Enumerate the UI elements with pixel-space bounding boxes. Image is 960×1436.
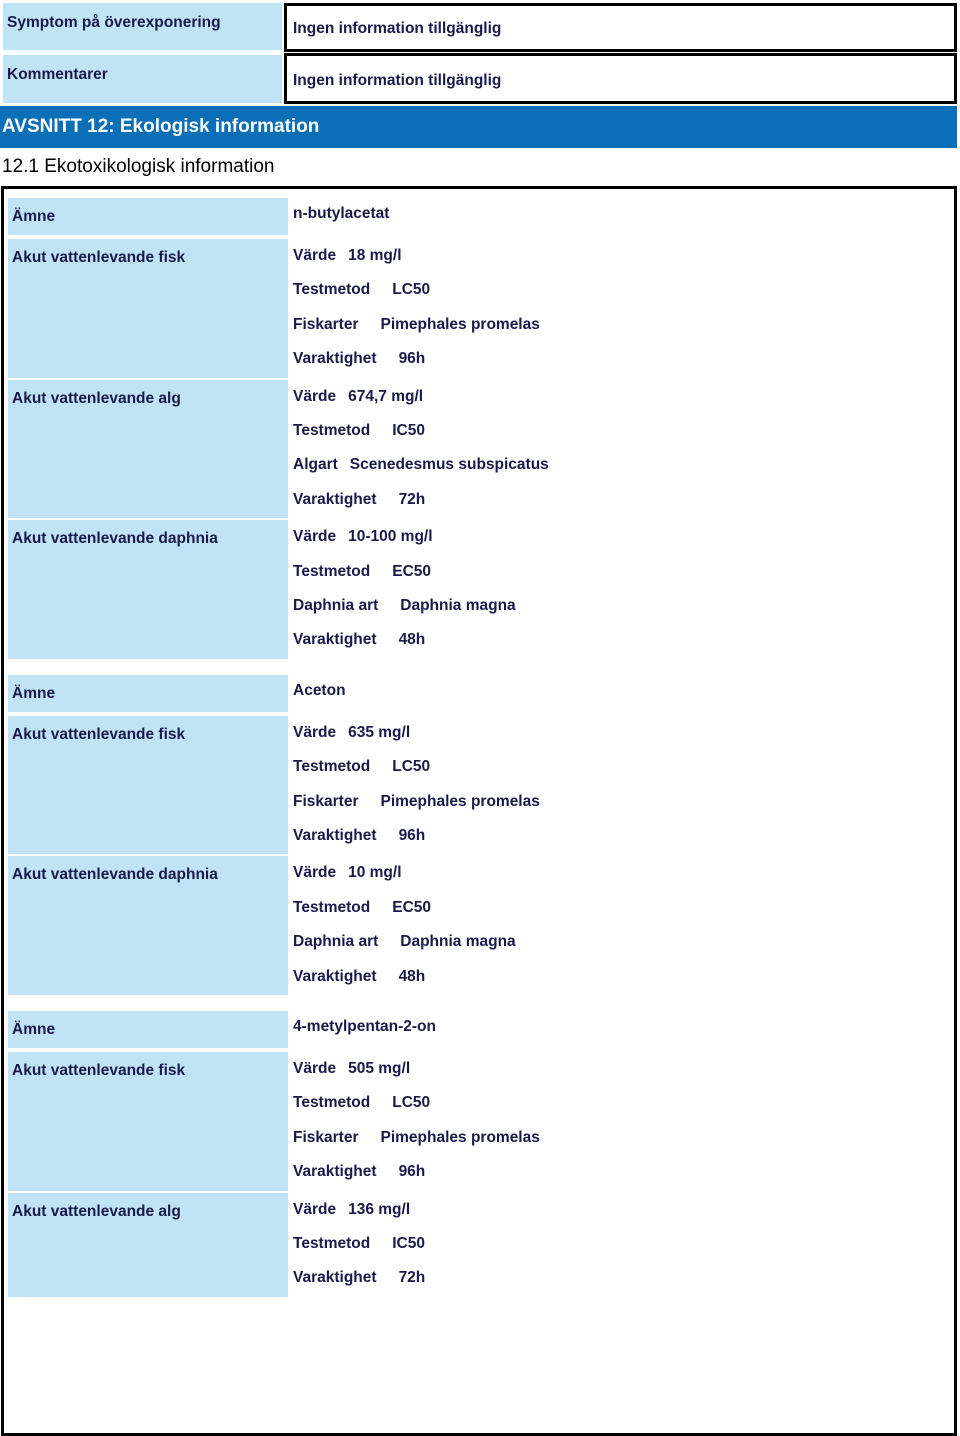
substance-name: 4-metylpentan-2-on	[293, 1018, 436, 1035]
detail-key: Varaktighet	[293, 631, 377, 649]
test-detail-line	[293, 631, 425, 649]
test-label: Akut vattenlevande daphnia	[8, 520, 288, 659]
section-header: AVSNITT 12: Ekologisk information	[0, 106, 957, 148]
test-label: Akut vattenlevande fisk	[8, 239, 288, 378]
detail-key: Algart	[293, 456, 338, 474]
test-label: Akut vattenlevande alg	[8, 380, 288, 519]
detail-value: 96h	[398, 1163, 426, 1181]
detail-value: LC50	[392, 1094, 431, 1112]
test-detail-line	[293, 528, 433, 546]
test-detail-line	[293, 456, 549, 474]
symptom-label: Symptom på överexponering	[3, 3, 282, 50]
test-detail-line	[293, 758, 430, 776]
detail-key: Varaktighet	[293, 350, 377, 368]
test-label: Akut vattenlevande fisk	[8, 1052, 288, 1191]
test-label: Akut vattenlevande fisk	[8, 716, 288, 855]
test-detail-line	[293, 563, 431, 581]
test-detail-line	[293, 350, 425, 368]
detail-value: 18 mg/l	[348, 247, 402, 264]
test-detail-line	[293, 247, 402, 265]
test-detail-line	[293, 793, 540, 811]
detail-value: 48h	[398, 631, 426, 649]
test-detail-line	[293, 827, 425, 845]
detail-value: 96h	[398, 350, 426, 368]
detail-key: Fiskarter	[293, 1128, 359, 1146]
test-detail-line	[293, 281, 430, 299]
test-detail-line	[293, 1060, 410, 1078]
detail-key: Testmetod	[293, 281, 371, 299]
detail-value: EC50	[392, 562, 432, 580]
detail-value: 674,7 mg/l	[348, 387, 424, 405]
detail-key: Daphnia art	[293, 597, 379, 614]
detail-key: Värde	[293, 387, 337, 405]
detail-value: Daphnia magna	[400, 933, 516, 951]
detail-key: Varaktighet	[293, 490, 377, 508]
detail-value: Pimephales promelas	[380, 1128, 540, 1146]
detail-value: 635 mg/l	[348, 723, 411, 741]
detail-key: Testmetod	[293, 1094, 371, 1112]
test-detail-line	[293, 864, 402, 882]
detail-key: Testmetod	[293, 1235, 371, 1252]
detail-value: 48h	[398, 967, 426, 985]
detail-key: Testmetod	[293, 758, 371, 776]
detail-value: EC50	[392, 898, 432, 916]
detail-value: 10-100 mg/l	[348, 528, 433, 546]
test-detail-line	[293, 491, 425, 509]
detail-value: 96h	[398, 827, 426, 844]
detail-value: LC50	[392, 281, 431, 299]
test-detail-line	[293, 1094, 430, 1112]
test-detail-line	[293, 899, 431, 917]
test-label: Akut vattenlevande alg	[8, 1193, 288, 1297]
detail-key: Varaktighet	[293, 967, 377, 985]
detail-key: Värde	[293, 1060, 337, 1077]
detail-value: Pimephales promelas	[380, 792, 540, 810]
detail-key: Varaktighet	[293, 1269, 377, 1287]
detail-key: Fiskarter	[293, 792, 359, 810]
detail-value: LC50	[392, 758, 431, 776]
comments-value: Ingen information tillgänglig	[284, 53, 957, 104]
detail-key: Testmetod	[293, 898, 371, 916]
detail-value: Daphnia magna	[400, 597, 516, 614]
substance-label: Ämne	[8, 198, 288, 235]
test-detail-line	[293, 388, 423, 406]
detail-key: Värde	[293, 528, 337, 546]
subsection-title: 12.1 Ekotoxikologisk information	[2, 156, 275, 177]
test-detail-line	[293, 724, 410, 742]
test-detail-line	[293, 1235, 425, 1253]
detail-value: Pimephales promelas	[380, 315, 540, 333]
detail-value: Scenedesmus subspicatus	[349, 456, 549, 474]
detail-value: 10 mg/l	[348, 864, 402, 882]
detail-key: Varaktighet	[293, 1163, 377, 1181]
detail-value: IC50	[392, 1235, 425, 1252]
test-detail-line	[293, 316, 540, 334]
test-detail-line	[293, 1269, 425, 1287]
test-detail-line	[293, 1129, 540, 1147]
detail-key: Värde	[293, 1200, 337, 1218]
detail-value: 505 mg/l	[348, 1060, 411, 1077]
test-detail-line	[293, 1201, 410, 1219]
test-detail-line	[293, 933, 516, 951]
detail-key: Värde	[293, 723, 337, 741]
substance-name: n-butylacetat	[293, 205, 390, 222]
detail-key: Värde	[293, 247, 337, 264]
substance-name: Aceton	[293, 681, 346, 699]
test-detail-line	[293, 597, 516, 615]
detail-key: Fiskarter	[293, 315, 359, 333]
substance-label: Ämne	[8, 1011, 288, 1048]
detail-value: IC50	[392, 422, 425, 439]
test-label: Akut vattenlevande daphnia	[8, 856, 288, 995]
detail-key: Testmetod	[293, 422, 371, 439]
test-detail-line	[293, 1163, 425, 1181]
detail-key: Daphnia art	[293, 933, 379, 951]
detail-value: 72h	[398, 490, 426, 508]
comments-label: Kommentarer	[3, 55, 282, 103]
detail-key: Testmetod	[293, 562, 371, 580]
detail-value: 136 mg/l	[348, 1200, 411, 1218]
detail-key: Värde	[293, 864, 337, 882]
symptom-value: Ingen information tillgänglig	[284, 3, 957, 52]
substance-label: Ämne	[8, 675, 288, 712]
detail-key: Varaktighet	[293, 827, 377, 844]
detail-value: 72h	[398, 1269, 426, 1287]
test-detail-line	[293, 968, 425, 986]
test-detail-line	[293, 422, 425, 440]
